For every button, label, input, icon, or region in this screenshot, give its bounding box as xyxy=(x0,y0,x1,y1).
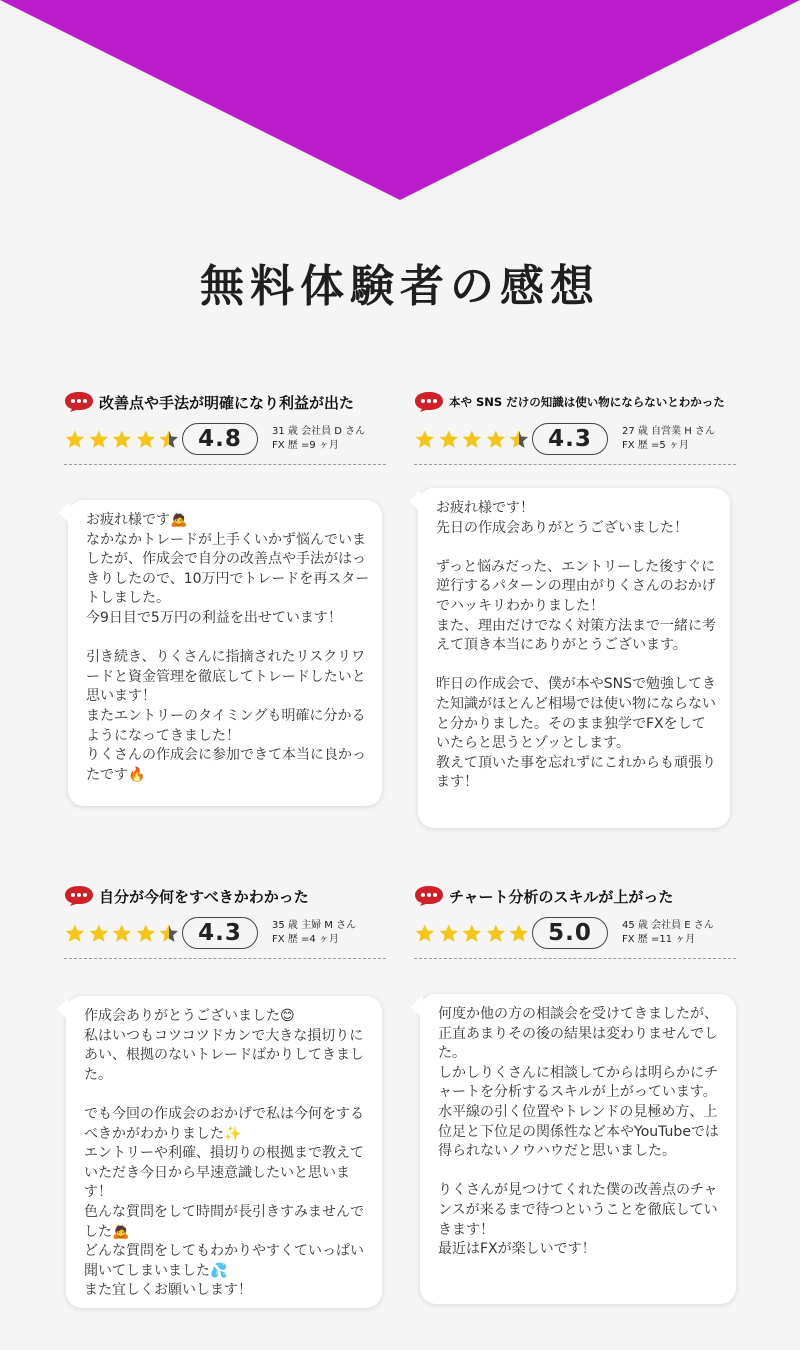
review-header-3 xyxy=(64,882,394,959)
reviewer-profile: 31 歳 会社員 D さん xyxy=(272,426,366,437)
star-full-icon xyxy=(485,922,507,944)
score-badge: 4.8 xyxy=(182,423,258,455)
score-badge: 5.0 xyxy=(532,917,608,949)
reviewer-profile: 27 歳 自営業 H さん xyxy=(622,426,715,437)
star-full-icon xyxy=(438,428,460,450)
review-comment-card-1 xyxy=(68,500,382,806)
star-full-icon xyxy=(508,922,530,944)
review-header-1 xyxy=(64,388,394,465)
score-badge: 4.3 xyxy=(532,423,608,455)
star-rating xyxy=(414,922,532,944)
star-half-icon xyxy=(508,428,530,450)
speech-bubble-icon xyxy=(414,391,444,413)
star-rating xyxy=(64,428,182,450)
star-full-icon xyxy=(485,428,507,450)
review-header-4 xyxy=(414,882,744,959)
star-full-icon xyxy=(111,922,133,944)
review-headline: 改善点や手法が明確になり利益が出た xyxy=(99,393,355,412)
dashed-divider xyxy=(64,958,386,959)
star-full-icon xyxy=(135,428,157,450)
reviewer-profile: 45 歳 会社員 E さん xyxy=(622,920,714,931)
page-title: 無料体験者の感想 xyxy=(200,261,600,312)
star-full-icon xyxy=(414,922,436,944)
review-comment-card-2 xyxy=(418,488,730,828)
dashed-divider xyxy=(414,958,736,959)
fx-experience: FX 歴 =11 ヶ月 xyxy=(622,934,696,945)
dashed-divider xyxy=(414,464,736,465)
speech-bubble-icon xyxy=(64,885,94,907)
review-comment-text: お疲れ様です🙇 なかなかトレードが上手くいかず悩んでいましたが、作成会で自分の改善点や手法がはっきりしたので、10万円でトレードを再スタートしました。 今9日目で5万円の利益を出せています！ 引き続き、りくさんに指摘されたリスクリワードと資金管理を徹底してトレードしたいと思います！ またエントリーのタイミングも明確に分かるようになってきました！ りくさんの作成会に参加できて本当に良かったです🔥 xyxy=(86,512,370,783)
star-full-icon xyxy=(414,428,436,450)
star-full-icon xyxy=(438,922,460,944)
star-full-icon xyxy=(461,922,483,944)
star-half-icon xyxy=(158,428,180,450)
fx-experience: FX 歴 =4 ヶ月 xyxy=(272,934,339,945)
review-comment-card-3 xyxy=(66,996,382,1308)
fx-experience: FX 歴 =5 ヶ月 xyxy=(622,440,689,451)
star-full-icon xyxy=(135,922,157,944)
reviewer-profile: 35 歳 主婦 M さん xyxy=(272,920,357,931)
score-badge: 4.3 xyxy=(182,917,258,949)
fx-experience: FX 歴 =9 ヶ月 xyxy=(272,440,339,451)
review-comment-text: お疲れ様です！ 先日の作成会ありがとうございました！ ずっと悩みだった、エントリーした後すぐに逆行するパターンの理由がりくさんのおかげでハッキリわかりました！ また、理由だけでなく対策方法まで一緒に考えて頂き本当にありがとうございます。 昨日の作成会で、僕が本やSNSで勉強してきた知識がほとんど相場では使い物にならないと分かりました。そのまま独学でFXをしていたらと思うとゾッとします。 教えて頂いた事を忘れずにこれからも頑張ります！ xyxy=(436,500,716,791)
review-headline: チャート分析のスキルが上がった xyxy=(449,887,674,906)
star-full-icon xyxy=(64,428,86,450)
star-full-icon xyxy=(64,922,86,944)
star-rating xyxy=(64,922,182,944)
star-rating xyxy=(414,428,532,450)
review-headline: 本や SNS だけの知識は使い物にならないとわかった xyxy=(449,395,725,409)
star-full-icon xyxy=(88,428,110,450)
star-full-icon xyxy=(88,922,110,944)
star-full-icon xyxy=(461,428,483,450)
speech-bubble-icon xyxy=(414,885,444,907)
purple-chevron-banner xyxy=(0,0,800,200)
dashed-divider xyxy=(64,464,386,465)
star-half-icon xyxy=(158,922,180,944)
review-comment-text: 作成会ありがとうございました😊 私はいつもコツコツドカンで大きな損切りにあい、根拠のないトレードばかりしてきました。 でも今回の作成会のおかげで私は今何をするべきかがわかりました✨ エントリーや利確、損切りの根拠まで教えていただき今日から早速意識したいと思います！ 色んな質問をして時間が長引きすみませんでした🙇 どんな質問をしてもわかりやすくていっぱい聞いてしまいました💦 また宜しくお願いします！ xyxy=(84,1008,364,1299)
speech-bubble-icon xyxy=(64,391,94,413)
review-header-2 xyxy=(414,388,744,465)
review-headline: 自分が今何をすべきかわかった xyxy=(99,887,309,906)
review-comment-text: 何度か他の方の相談会を受けてきましたが、正直あまりその後の結果は変わりませんでした。 しかしりくさんに相談してからは明らかにチャートを分析するスキルが上がっています。 水平線の引く位置やトレンドの見極め方、上位足と下位足の関係性など本やYouTubeでは得られないノウハウだと思いました。 りくさんが見つけてくれた僕の改善点のチャンスが来るまで待つということを徹底していきます！ 最近はFXが楽しいです！ xyxy=(438,1006,719,1258)
star-full-icon xyxy=(111,428,133,450)
review-comment-card-4 xyxy=(420,994,736,1304)
